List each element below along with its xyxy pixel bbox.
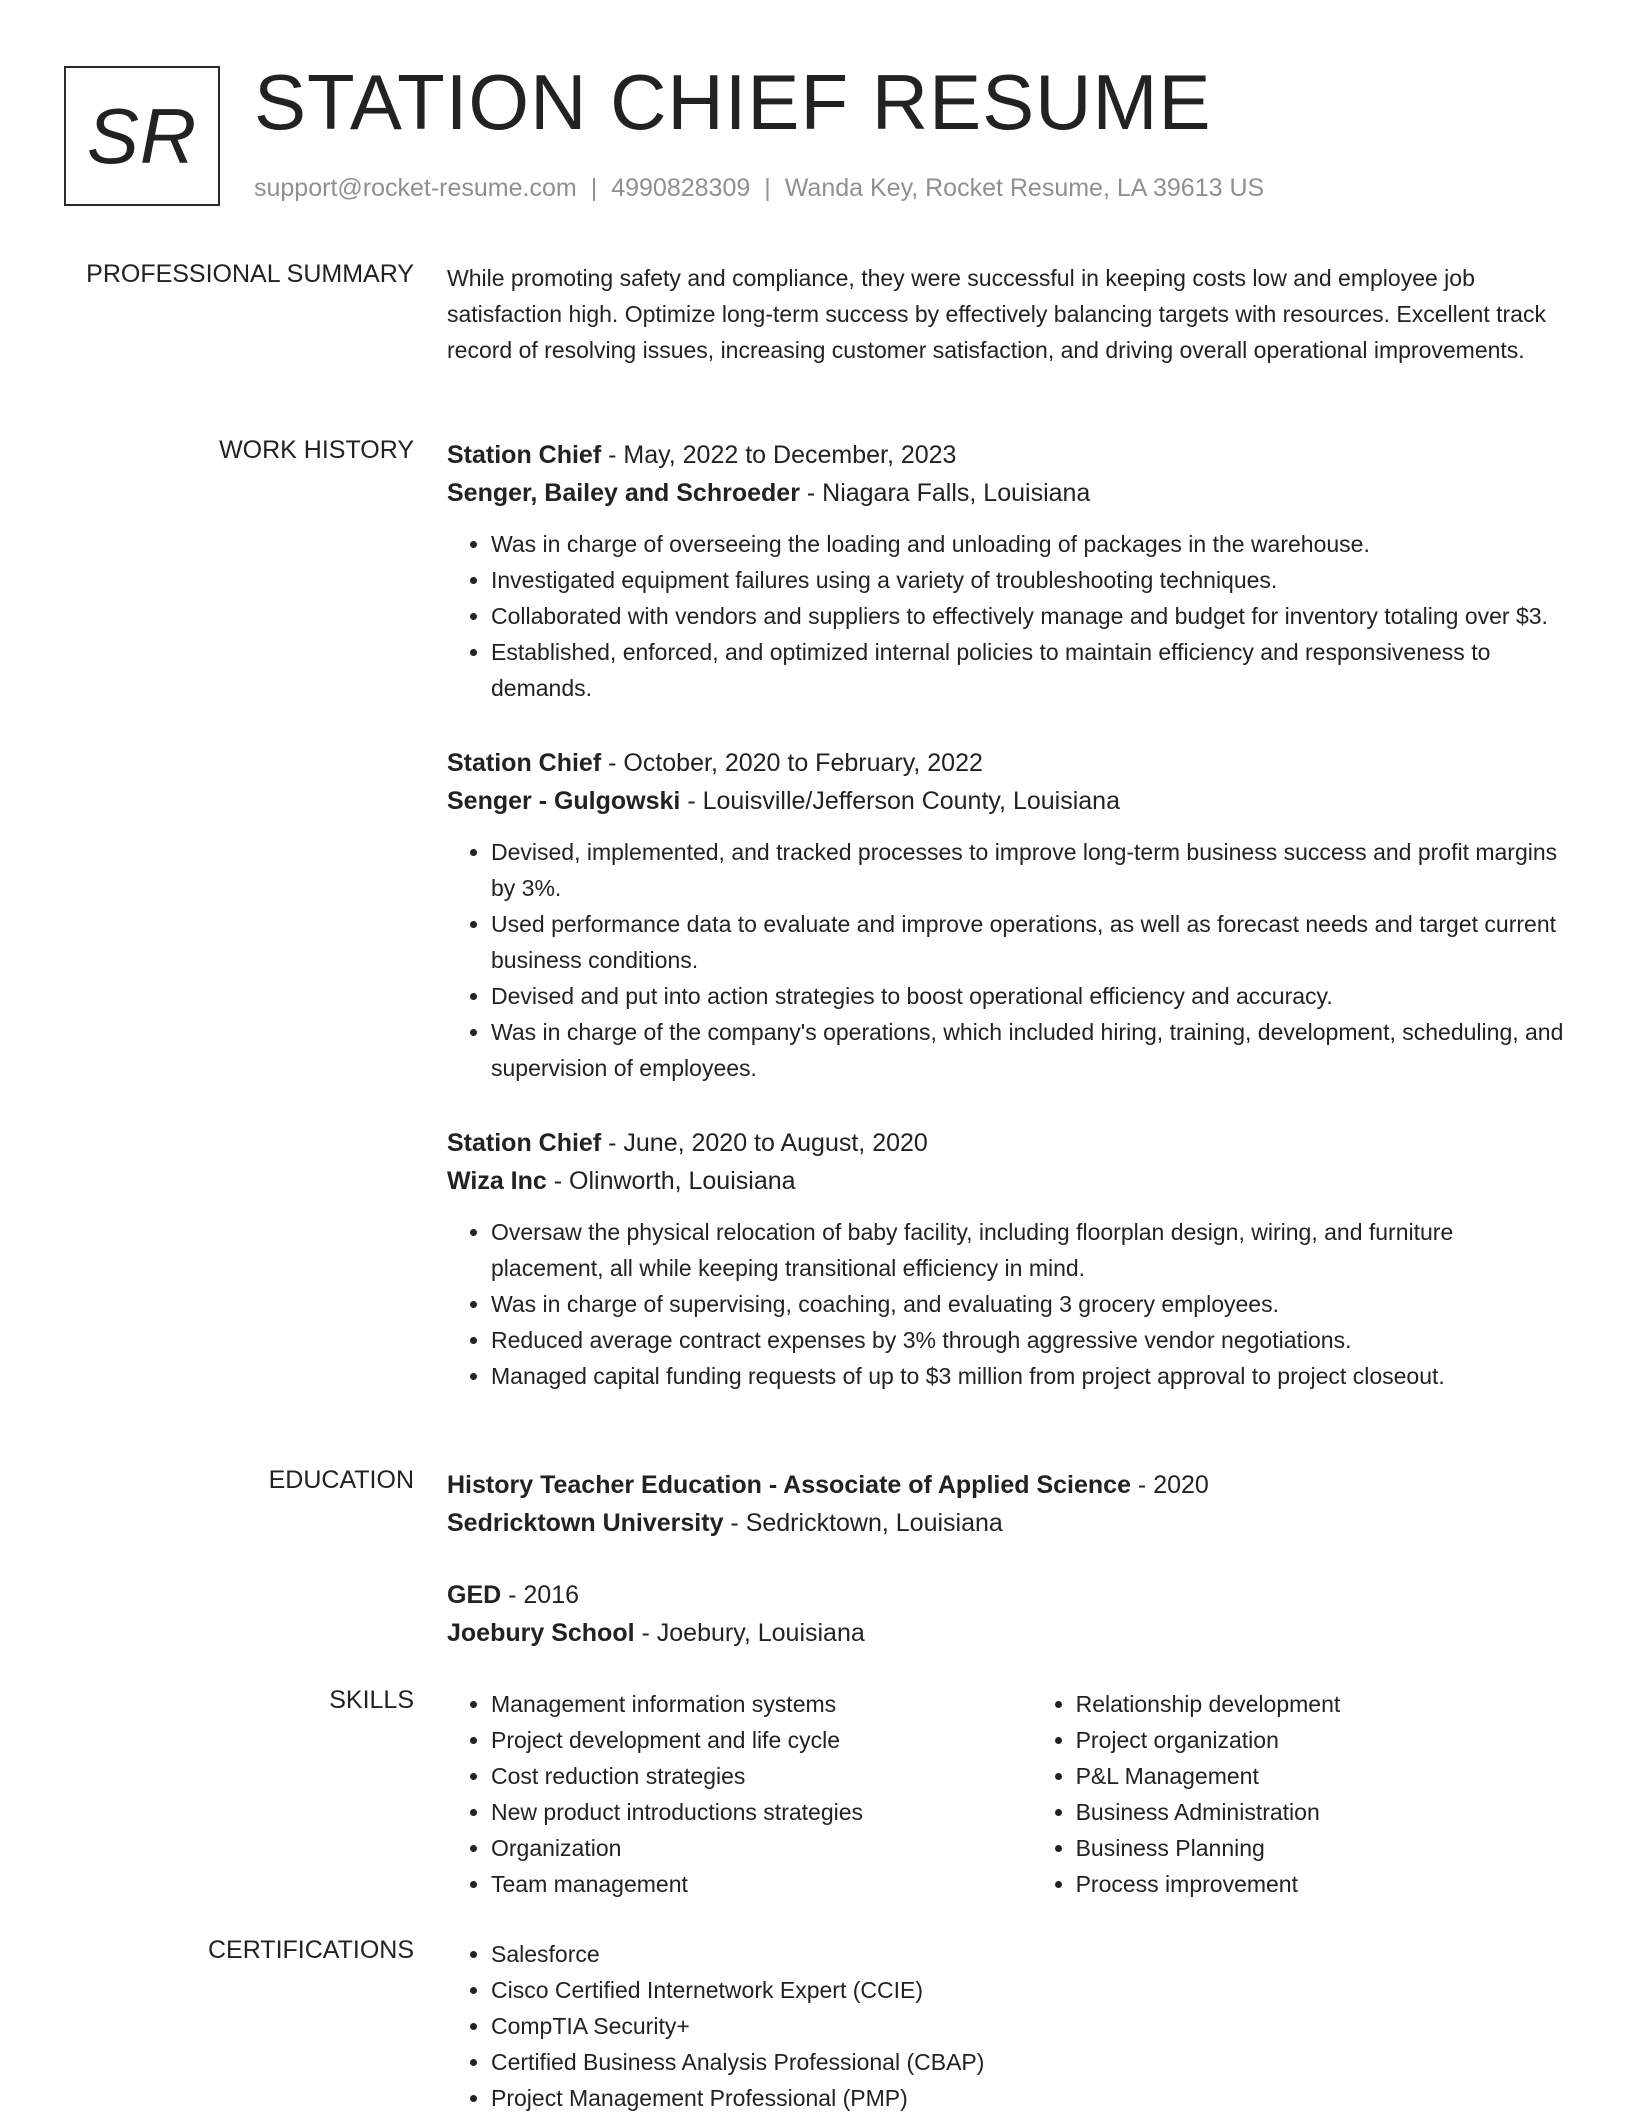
job-bullets <box>447 834 1567 1086</box>
skill-item: • Process improvement <box>1076 1866 1567 1902</box>
job-bullet: • Was in charge of overseeing the loading and unloading of packages in the warehouse. <box>491 526 1567 562</box>
skill-item: • Project development and life cycle <box>491 1722 1032 1758</box>
skill-item: • Project organization <box>1076 1722 1567 1758</box>
job-location: - Olinworth, Louisiana <box>546 1167 796 1195</box>
section-label: WORK HISTORY <box>219 436 414 464</box>
job-bullet: • Used performance data to evaluate and improve operations, as well as forecast needs and target current business conditions. <box>491 906 1567 978</box>
certification-item: • Certified Business Analysis Professional (CBAP) <box>491 2044 1567 2080</box>
education-degree: GED <box>447 1581 502 1609</box>
job-bullet: • Devised, implemented, and tracked processes to improve long-term business success and profit margins by 3%. <box>491 834 1567 906</box>
job-bullet: • Established, enforced, and optimized internal policies to maintain efficiency and responsiveness to demands. <box>491 634 1567 706</box>
job-dates: - October, 2020 to February, 2022 <box>601 749 983 777</box>
education-entry <box>447 1576 1567 1652</box>
section-label: EDUCATION <box>268 1466 414 1494</box>
monogram-text: SR <box>86 91 198 180</box>
job-bullet: • Devised and put into action strategies to boost operational efficiency and accuracy. <box>491 978 1567 1014</box>
job-title: Station Chief <box>447 749 602 777</box>
education-year: - 2016 <box>501 1581 580 1609</box>
certification-item: • Cisco Certified Internetwork Expert (CCIE) <box>491 1972 1567 2008</box>
section-label: CERTIFICATIONS <box>207 1936 414 1964</box>
skills-list-left <box>447 1686 1032 1902</box>
job-location: - Niagara Falls, Louisiana <box>799 479 1091 507</box>
section-label: SKILLS <box>329 1686 414 1714</box>
education-entry <box>447 1466 1567 1542</box>
education-location: - Joebury, Louisiana <box>634 1619 865 1647</box>
job-location: - Louisville/Jefferson County, Louisiana <box>680 787 1120 815</box>
job-company: Senger, Bailey and Schroeder <box>447 479 800 507</box>
contact-email[interactable]: support@rocket-resume.com <box>254 174 577 202</box>
job-entry <box>447 436 1567 706</box>
job-bullet: • Managed capital funding requests of up to $3 million from project approval to project closeout. <box>491 1358 1567 1394</box>
job-bullet: • Was in charge of supervising, coaching, and evaluating 3 grocery employees. <box>491 1286 1567 1322</box>
job-bullet: • Collaborated with vendors and suppliers to effectively manage and budget for inventory totaling over $3. <box>491 598 1567 634</box>
education-location: - Sedricktown, Louisiana <box>723 1509 1003 1537</box>
summary-text: While promoting safety and compliance, they were successful in keeping costs low and employee job satisfaction high. Optimize long-term success by effectively balancing targets with resources. Excellent track record of resolving issues, increasing customer satisfaction, and driving overall operational improvements. <box>447 265 1546 363</box>
education-year: - 2020 <box>1130 1471 1209 1499</box>
education-degree: History Teacher Education - Associate of Applied Science <box>447 1471 1131 1499</box>
section-label: PROFESSIONAL SUMMARY <box>86 260 414 288</box>
certification-item: • Salesforce <box>491 1936 1567 1972</box>
certification-item: • CompTIA Security+ <box>491 2008 1567 2044</box>
skill-item: • Business Administration <box>1076 1794 1567 1830</box>
monogram-badge <box>64 66 220 206</box>
job-title: Station Chief <box>447 1129 602 1157</box>
skill-item: • Management information systems <box>491 1686 1032 1722</box>
education-school: Sedricktown University <box>447 1509 724 1537</box>
job-dates: - May, 2022 to December, 2023 <box>601 441 957 469</box>
contact-phone[interactable]: 4990828309 <box>611 174 751 202</box>
job-entry <box>447 1124 1567 1394</box>
skill-item: • P&L Management <box>1076 1758 1567 1794</box>
skill-item: • Organization <box>491 1830 1032 1866</box>
contact-separator: | <box>590 174 598 202</box>
skill-item: • Relationship development <box>1076 1686 1567 1722</box>
contact-line <box>254 174 1264 203</box>
job-bullet: • Investigated equipment failures using a variety of troubleshooting techniques. <box>491 562 1567 598</box>
skill-item: • Business Planning <box>1076 1830 1567 1866</box>
job-bullet: • Oversaw the physical relocation of baby facility, including floorplan design, wiring, and furniture placement, all while keeping transitional efficiency in mind. <box>491 1214 1567 1286</box>
job-dates: - June, 2020 to August, 2020 <box>601 1129 928 1157</box>
education-school: Joebury School <box>447 1619 635 1647</box>
job-company: Wiza Inc <box>447 1167 547 1195</box>
certification-item: • Project Management Professional (PMP) <box>491 2080 1567 2116</box>
job-bullet: • Was in charge of the company's operations, which included hiring, training, development, scheduling, and supervision of employees. <box>491 1014 1567 1086</box>
skills-list-right <box>1032 1686 1567 1902</box>
certifications-list <box>447 1936 1567 2116</box>
skill-item: • New product introductions strategies <box>491 1794 1032 1830</box>
job-title: Station Chief <box>447 441 602 469</box>
job-bullets <box>447 1214 1567 1394</box>
job-company: Senger - Gulgowski <box>447 787 681 815</box>
contact-address: Wanda Key, Rocket Resume, LA 39613 US <box>784 174 1265 202</box>
skill-item: • Team management <box>491 1866 1032 1902</box>
contact-separator: | <box>764 174 771 202</box>
resume-title: STATION CHIEF RESUME <box>254 58 1212 146</box>
job-bullet: • Reduced average contract expenses by 3% through aggressive vendor negotiations. <box>491 1322 1567 1358</box>
skill-item: • Cost reduction strategies <box>491 1758 1032 1794</box>
job-entry <box>447 744 1567 1086</box>
job-bullets <box>447 526 1567 706</box>
